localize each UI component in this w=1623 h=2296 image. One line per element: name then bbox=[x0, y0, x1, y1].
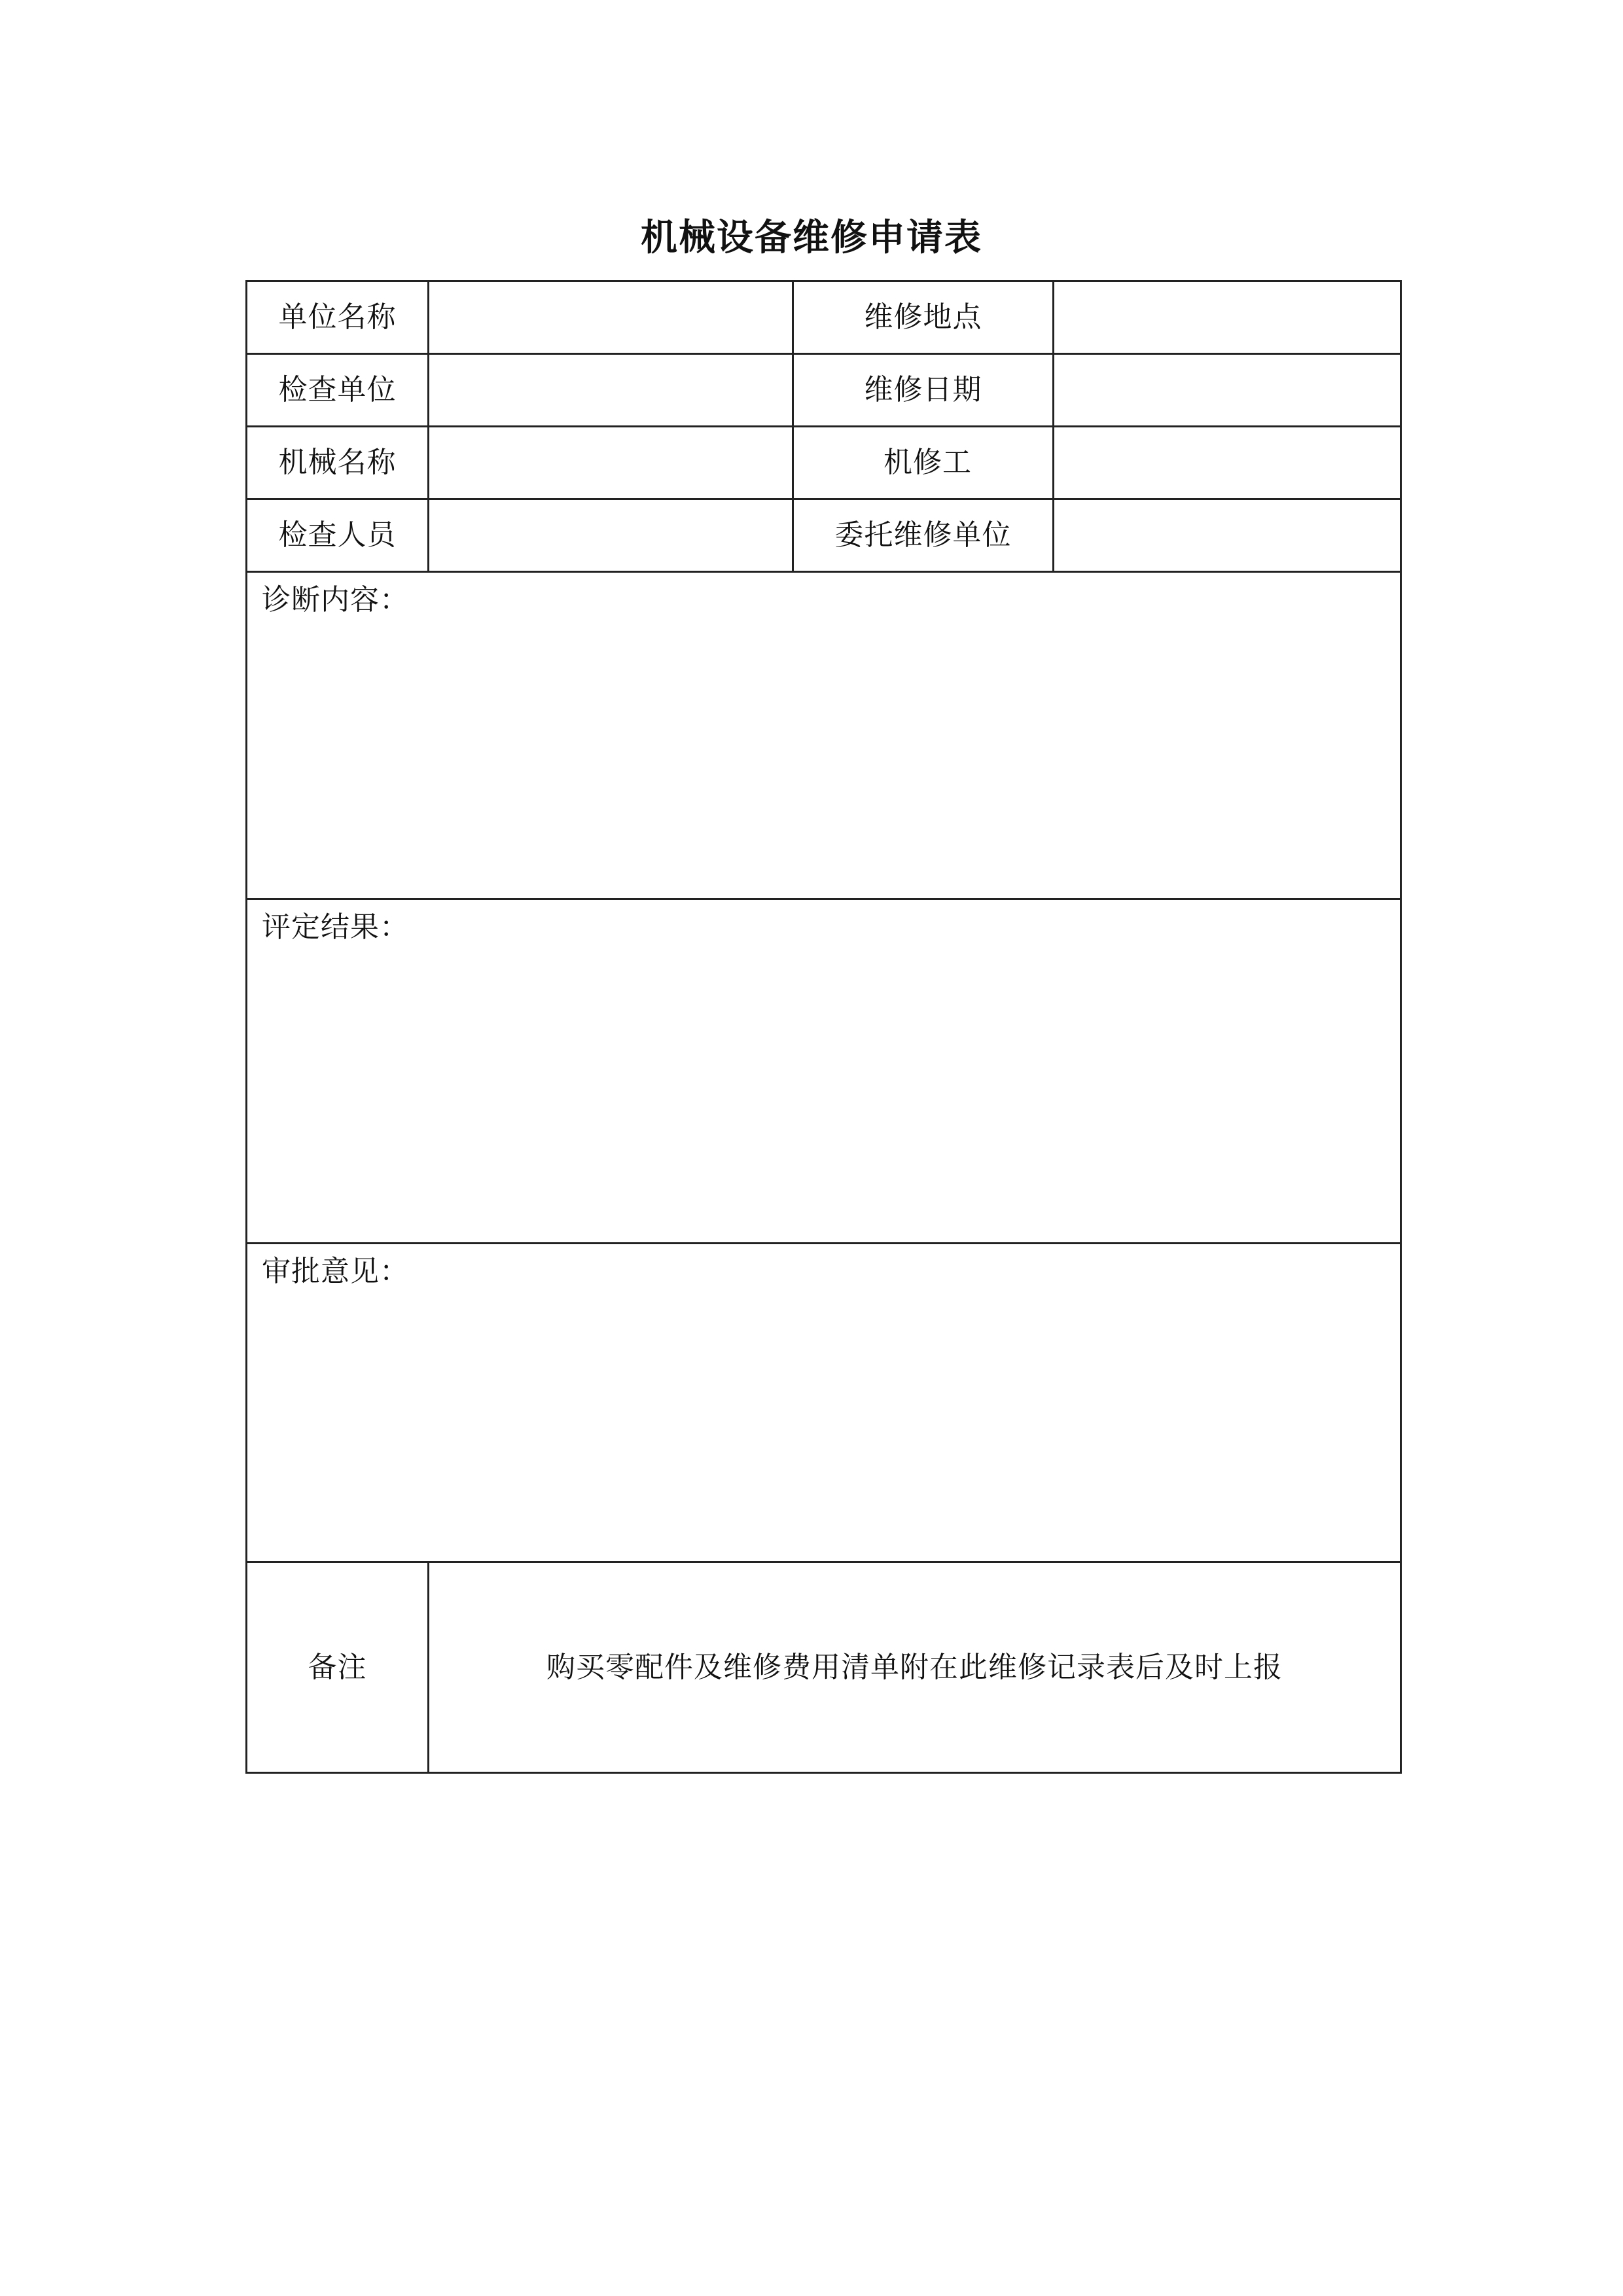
remarks-text: 购买零配件及维修费用清单附在此维修记录表后及时上报 bbox=[546, 1650, 1283, 1684]
evaluation-field[interactable] bbox=[262, 956, 1385, 1228]
repair-date-label: 维修日期 bbox=[864, 373, 982, 406]
contracted-repair-unit-field[interactable] bbox=[1054, 500, 1400, 571]
inspector-label: 检查人员 bbox=[278, 518, 397, 552]
inspection-unit-label: 检查单位 bbox=[278, 373, 397, 406]
approval-field[interactable] bbox=[262, 1300, 1385, 1546]
machine-name-field[interactable] bbox=[429, 427, 792, 498]
row-divider bbox=[247, 1242, 1400, 1244]
approval-label: 审批意见： bbox=[262, 1255, 409, 1288]
diagnosis-label: 诊断内容： bbox=[262, 583, 409, 617]
page-title: 机械设备维修申请表 bbox=[641, 216, 982, 259]
inspector-field[interactable] bbox=[429, 500, 792, 571]
evaluation-label: 评定结果： bbox=[262, 910, 409, 944]
repair-date-field[interactable] bbox=[1054, 355, 1400, 425]
row-divider bbox=[247, 571, 1400, 573]
repair-request-form bbox=[245, 280, 1402, 1774]
row-divider bbox=[247, 898, 1400, 900]
contracted-repair-unit-label: 委托维修单位 bbox=[834, 518, 1012, 552]
unit-name-label: 单位名称 bbox=[278, 300, 397, 334]
repair-location-field[interactable] bbox=[1054, 282, 1400, 353]
diagnosis-field[interactable] bbox=[262, 629, 1385, 884]
repair-location-label: 维修地点 bbox=[864, 300, 982, 334]
mechanic-field[interactable] bbox=[1054, 427, 1400, 498]
unit-name-field[interactable] bbox=[429, 282, 792, 353]
remarks-label: 备注 bbox=[308, 1650, 367, 1684]
machine-name-label: 机械名称 bbox=[278, 446, 397, 479]
inspection-unit-field[interactable] bbox=[429, 355, 792, 425]
mechanic-label: 机修工 bbox=[883, 446, 972, 479]
